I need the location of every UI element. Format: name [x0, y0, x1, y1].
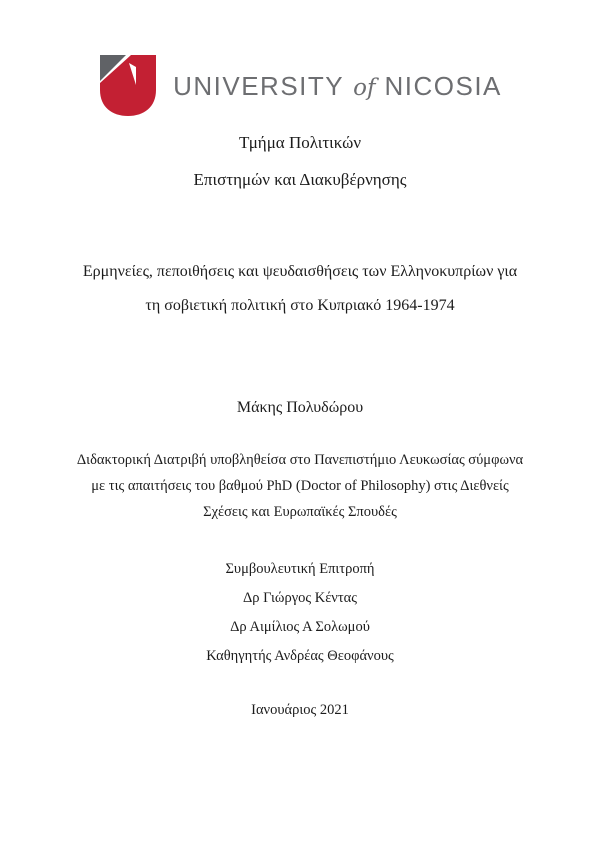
university-wordmark — [173, 71, 502, 102]
department-line-2: Επιστημών και Διακυβέρνησης — [193, 170, 407, 189]
publication-date: Ιανουάριος 2021 — [251, 702, 349, 718]
committee-heading: Συμβουλευτική Επιτροπή — [225, 561, 375, 577]
committee-member-3: Καθηγητής Ανδρέας Θεοφάνους — [206, 648, 394, 664]
committee-member-1: Δρ Γιώργος Κέντας — [242, 590, 358, 606]
submission-statement-line-2: με τις απαιτήσεις του βαθμού PhD (Doctor of Philosophy) στις Διεθνείς — [91, 478, 509, 494]
thesis-title-line-2: τη σοβιετική πολιτική στο Κυπριακό 1964-1974 — [145, 297, 455, 314]
thesis-title-line-1: Ερμηνείες, πεποιθήσεις και ψευδαισθήσεις των Ελληνοκυπρίων για — [82, 263, 518, 280]
submission-statement-line-3: Σχέσεις και Ευρωπαϊκές Σπουδές — [203, 504, 397, 520]
university-shield-icon — [98, 54, 158, 118]
wordmark-of: of — [353, 74, 376, 101]
author-name: Μάκης Πολυδώρου — [236, 399, 364, 416]
submission-statement-line-1: Διδακτορική Διατριβή υποβληθείσα στο Πανεπιστήμιο Λευκωσίας σύμφωνα — [76, 452, 524, 468]
university-logo — [0, 54, 600, 118]
wordmark-nicosia: NICOSIA — [384, 70, 502, 101]
department-line-1: Τμήμα Πολιτικών — [238, 133, 362, 152]
wordmark-university: UNIVERSITY — [173, 70, 345, 101]
committee-member-2: Δρ Αιμίλιος Α Σολωμού — [230, 619, 370, 635]
